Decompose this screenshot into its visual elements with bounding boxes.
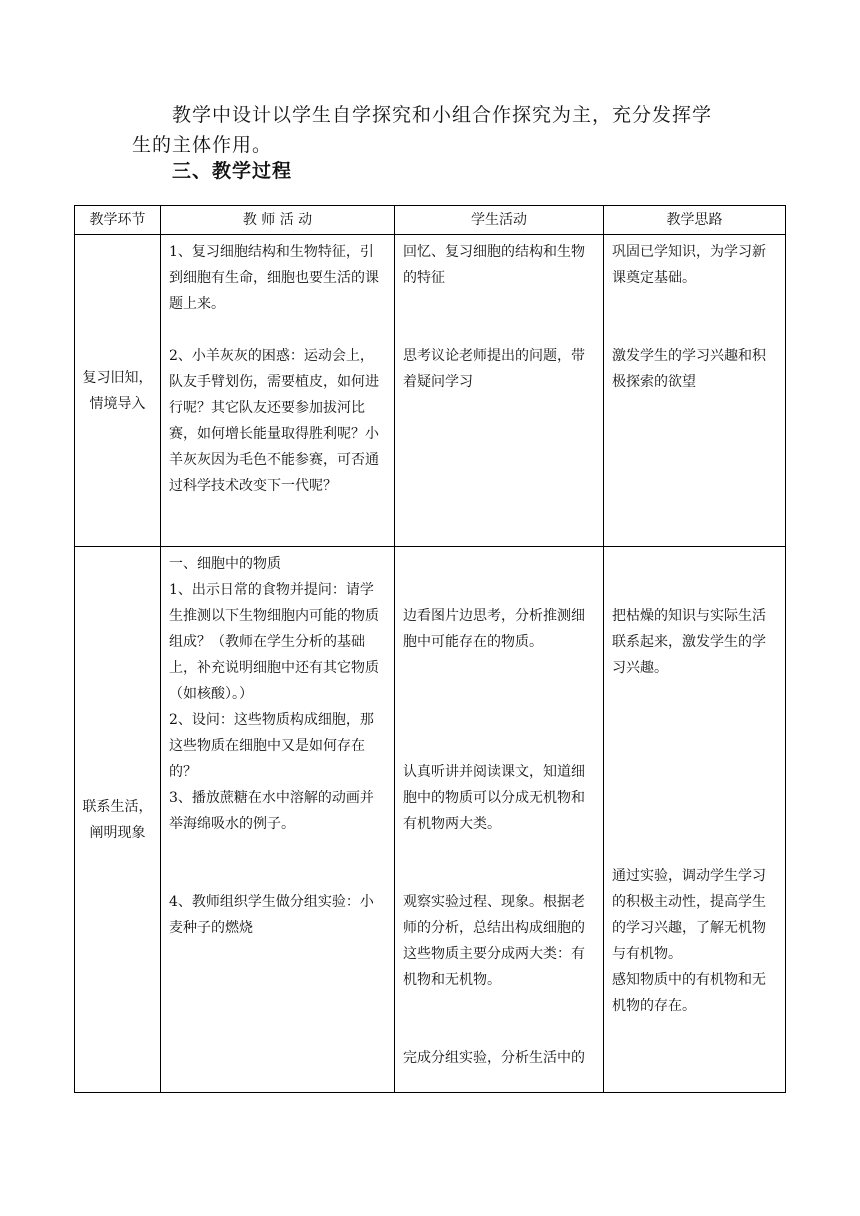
header-student-activity: 学生活动 [395, 206, 604, 235]
teacher-activity-item: 1、复习细胞结构和生物特征，引到细胞有生命，细胞也要生活的课题上来。 [169, 244, 379, 312]
section-heading: 三、教学过程 [172, 160, 293, 182]
student-activity-item: 观察实验过程、现象。根据老师的分析，总结出构成细胞的这些物质主要分成两大类：有机物和无机物。 [403, 894, 585, 988]
intro-line-2: 生的主体作用。 [132, 134, 273, 156]
teacher-activity-cell [161, 547, 395, 1093]
stage-cell [75, 235, 161, 547]
table-header-row [75, 206, 786, 235]
teaching-thinking-item: 把枯燥的知识与实际生活联系起来，激发学生的学习兴趣。 [612, 608, 766, 676]
header-teaching-thinking: 教学思路 [604, 206, 786, 235]
table-row [75, 235, 786, 547]
teacher-activity-item: 4、教师组织学生做分组实验：小麦种子的燃烧 [169, 894, 374, 936]
student-activity-item: 完成分组实验，分析生活中的 [403, 1050, 585, 1066]
student-activity-cell [395, 547, 604, 1093]
teaching-thinking-item: 巩固已学知识，为学习新课奠定基础。 [612, 244, 766, 286]
stage-text: 复习旧知，情境导入 [82, 369, 153, 412]
teaching-process-table [74, 205, 786, 1093]
intro-line-1: 教学中设计以学生自学探究和小组合作探究为主，充分发挥学 [172, 104, 713, 126]
stage-cell [75, 547, 161, 1093]
student-activity-item: 认真听讲并阅读课文，知道细胞中的物质可以分成无机物和有机物两大类。 [403, 764, 585, 832]
teacher-activity-item: 2、小羊灰灰的困惑：运动会上，队友手臂划伤，需要植皮，如何进行呢？其它队友还要参加拔河比赛，如何增长能量取得胜利呢？小羊灰灰因为毛色不能参赛，可否通过科学技术改变下一代呢？ [169, 348, 379, 494]
teaching-thinking-item: 通过实验，调动学生学习的积极主动性，提高学生的学习兴趣，了解无机物与有机物。 [612, 868, 766, 962]
teacher-activity-item: 2、设问：这些物质构成细胞，那这些物质在细胞中又是如何存在的？ [169, 712, 374, 780]
teacher-activity-item: 一、细胞中的物质 [169, 556, 281, 572]
teacher-activity-item: 3、播放蔗糖在水中溶解的动画并举海绵吸水的例子。 [169, 790, 374, 832]
teaching-thinking-cell [604, 235, 786, 547]
intro-paragraph [132, 100, 742, 160]
student-activity-item: 思考议论老师提出的问题，带着疑问学习 [403, 348, 585, 390]
student-activity-cell [395, 235, 604, 547]
header-stage: 教学环节 [75, 206, 161, 235]
table-row [75, 547, 786, 1093]
teaching-thinking-item: 感知物质中的有机物和无机物的存在。 [612, 972, 766, 1014]
header-teacher-activity: 教 师 活 动 [161, 206, 395, 235]
teacher-activity-cell [161, 235, 395, 547]
student-activity-item: 回忆、复习细胞的结构和生物的特征 [403, 244, 585, 286]
teaching-thinking-cell [604, 547, 786, 1093]
student-activity-item: 边看图片边思考，分析推测细胞中可能存在的物质。 [403, 608, 585, 650]
teaching-thinking-item: 激发学生的学习兴趣和积极探索的欲望 [612, 348, 766, 390]
stage-text: 联系生活，阐明现象 [82, 798, 153, 841]
teacher-activity-item: 1、出示日常的食物并提问：请学生推测以下生物细胞内可能的物质组成？（教师在学生分析的基础上，补充说明细胞中还有其它物质（如核酸）。） [169, 582, 379, 702]
